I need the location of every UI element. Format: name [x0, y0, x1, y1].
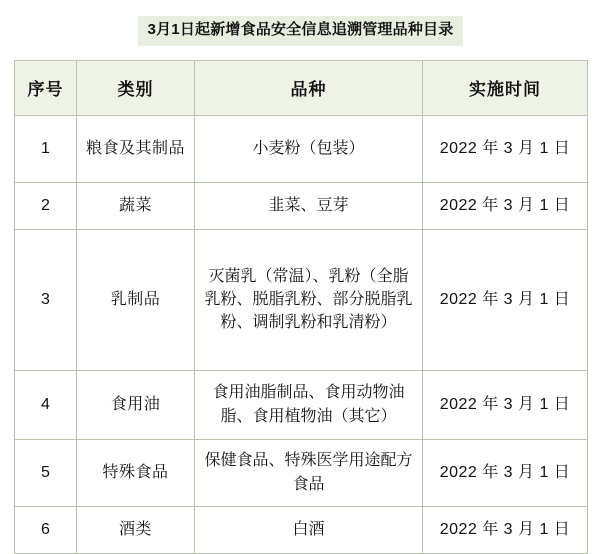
cell-date: 2022 年 3 月 1 日 — [423, 370, 588, 439]
cell-variety: 保健食品、特殊医学用途配方食品 — [195, 439, 423, 506]
cell-date: 2022 年 3 月 1 日 — [423, 182, 588, 229]
column-header-date: 实施时间 — [423, 60, 588, 115]
table-row — [15, 370, 588, 439]
cell-category: 酒类 — [77, 506, 195, 553]
cell-no: 6 — [15, 506, 77, 553]
table-body — [15, 115, 588, 553]
cell-date: 2022 年 3 月 1 日 — [423, 115, 588, 182]
table-row — [15, 115, 588, 182]
column-header-variety: 品种 — [195, 60, 423, 115]
cell-category: 乳制品 — [77, 229, 195, 370]
cell-date: 2022 年 3 月 1 日 — [423, 506, 588, 553]
cell-no: 5 — [15, 439, 77, 506]
cell-category: 特殊食品 — [77, 439, 195, 506]
table-container — [0, 60, 601, 554]
cell-no: 3 — [15, 229, 77, 370]
cell-variety: 韭菜、豆芽 — [195, 182, 423, 229]
cell-date: 2022 年 3 月 1 日 — [423, 229, 588, 370]
cell-variety: 小麦粉（包装） — [195, 115, 423, 182]
catalog-table — [14, 60, 588, 554]
table-row — [15, 506, 588, 553]
cell-variety: 灭菌乳（常温）、乳粉（全脂乳粉、脱脂乳粉、部分脱脂乳粉、调制乳粉和乳清粉） — [195, 229, 423, 370]
table-row — [15, 229, 588, 370]
page-title: 3月1日起新增食品安全信息追溯管理品种目录 — [138, 16, 464, 46]
cell-variety: 食用油脂制品、食用动物油脂、食用植物油（其它） — [195, 370, 423, 439]
cell-category: 食用油 — [77, 370, 195, 439]
table-row — [15, 182, 588, 229]
cell-variety: 白酒 — [195, 506, 423, 553]
title-container — [0, 0, 601, 60]
table-row — [15, 439, 588, 506]
column-header-no: 序号 — [15, 60, 77, 115]
cell-no: 2 — [15, 182, 77, 229]
cell-category: 蔬菜 — [77, 182, 195, 229]
cell-date: 2022 年 3 月 1 日 — [423, 439, 588, 506]
cell-no: 1 — [15, 115, 77, 182]
cell-category: 粮食及其制品 — [77, 115, 195, 182]
table-header-row — [15, 60, 588, 115]
table-header — [15, 60, 588, 115]
cell-no: 4 — [15, 370, 77, 439]
column-header-category: 类别 — [77, 60, 195, 115]
